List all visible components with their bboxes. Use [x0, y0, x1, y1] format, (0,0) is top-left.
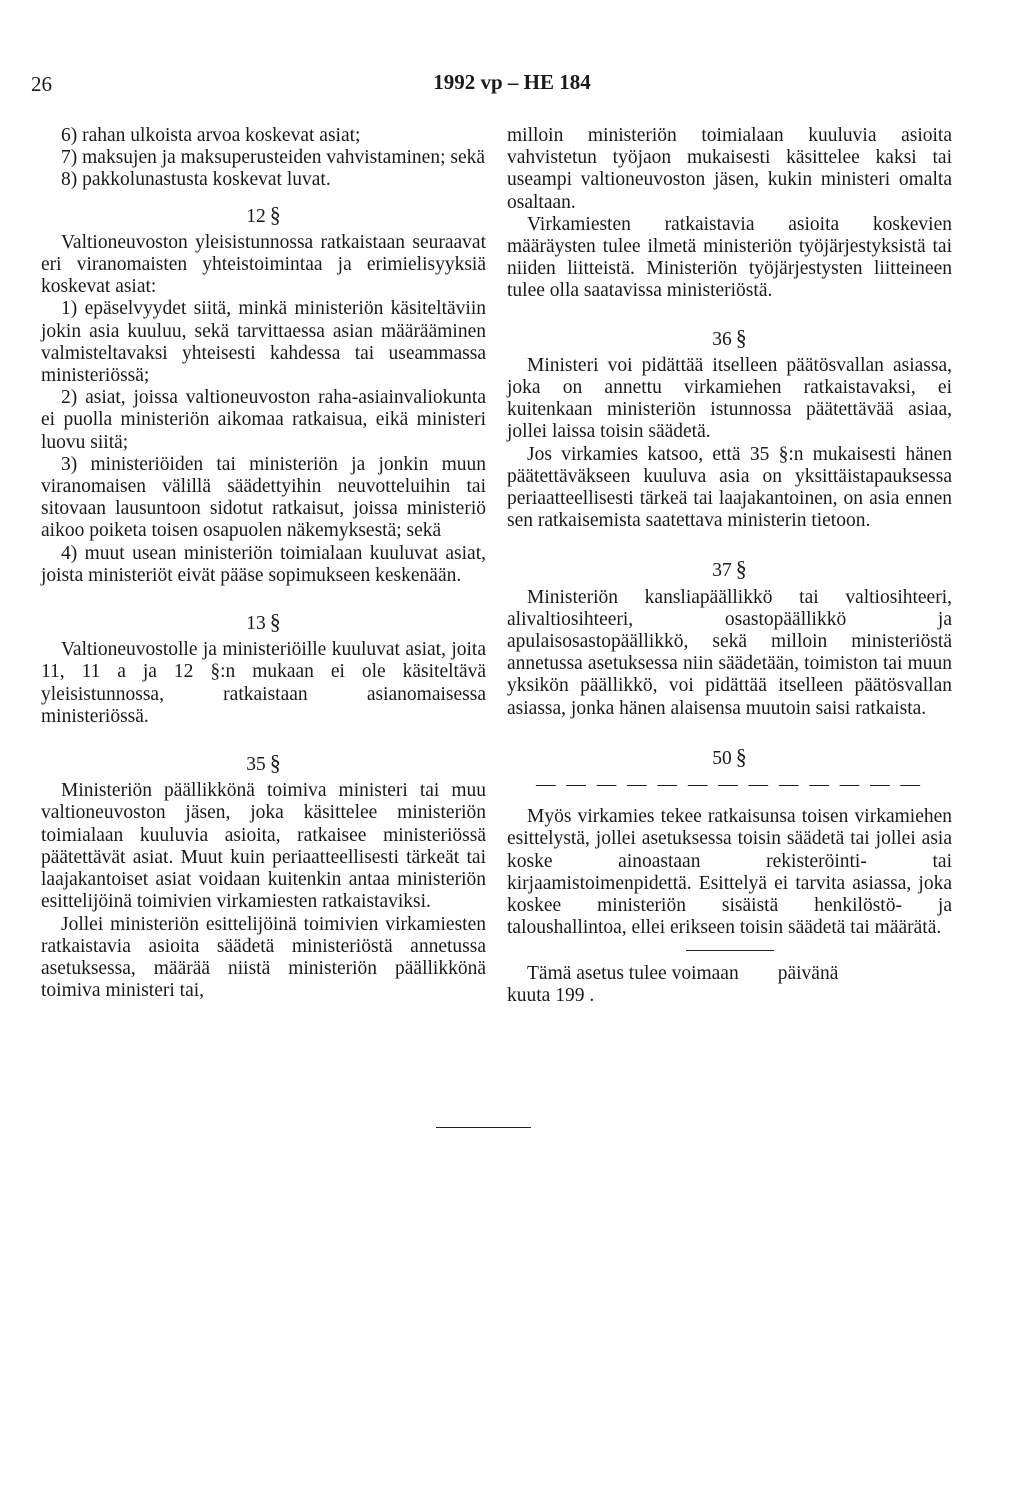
divider — [686, 950, 774, 951]
paragraph: Jos virkamies katsoo, että 35 §:n mukaisesti hänen päätettäväkseen kuuluva asia on yksittäistapauksessa periaatteellisesti tärkeä tai laajakantoinen, on asia ennen sen ratkaisemista saatettava ministerin tietoon. — [507, 443, 952, 532]
paragraph: Ministeri voi pidättää itselleen päätösvallan asiassa, joka on annettu virkamiehen ratkaistavaksi, ei kuitenkaan ministeriön istunnossa päätettävää asiaa, jollei laissa toisin säädetä. — [507, 354, 952, 443]
end-rule — [436, 1127, 531, 1128]
paragraph: Valtioneuvostolle ja ministeriöille kuuluvat asiat, joita 11, 11 a ja 12 §:n mukaan ei ole käsiteltävä yleisistunnossa, ratkaistaan asianomaisessa ministeriössä. — [41, 639, 486, 727]
section-number: 50 — [712, 747, 732, 769]
paragraph: Jollei ministeriön esittelijöinä toimivien virkamiesten ratkaistavia asioita säädetä ministeriöstä annetussa asetuksessa, määrää niistä ministeriön päällikkönä toimiva ministeri tai, — [41, 913, 486, 1002]
section-sign: § — [269, 201, 281, 227]
page-number: 26 — [31, 72, 52, 96]
section-heading-50 — [507, 743, 952, 770]
paragraph: 4) muut usean ministeriön toimialaan kuuluvat asiat, joista ministeriöt eivät pääse sopimukseen keskenään. — [41, 542, 486, 586]
right-column — [507, 125, 952, 1007]
section-number: 12 — [246, 205, 266, 227]
closing-line: Tämä asetus tulee voimaan päivänä — [527, 962, 839, 984]
paragraph: Ministeriön päällikkönä toimiva ministeri tai muu valtioneuvoston jäsen, joka käsittelee ministeriön toimialaan kuuluvia asioita, ratkaisee ministeriössä päätettävät asiat. Muut kuin periaatteellisesti tärkeät tai laajakantoiset asiat voidaan kuitenkin antaa ministeriön esittelijöinä toimivien virkamiesten ratkaistaviksi. — [41, 780, 486, 913]
paragraph: 3) ministeriöiden tai ministeriön ja jonkin muun viranomaisen välillä säädettyihin neuvotteluihin tai sitovaan lausuntoon sidotut ratkaisut, joissa ministeriö aikoo poiketa toisen osapuolen näkemyksestä; sekä — [41, 453, 486, 542]
paragraph: Myös virkamies tekee ratkaisunsa toisen virkamiehen esittelystä, jollei asetuksessa toisin säädetä tai jollei asia koske ainoastaan rekisteröinti- tai kirjaamistoimenpidettä. Esittelyä ei tarvita asiassa, joka koskee ministeriön sisäistä henkilöstö- ja taloushallintoa, ellei erikseen toisin säädetä tai määrätä. — [507, 806, 952, 939]
closing-line: kuuta 199 . — [507, 984, 595, 1006]
section-heading-13 — [41, 611, 486, 635]
section-heading-36 — [507, 324, 952, 351]
section-number: 35 — [246, 754, 266, 776]
section-sign: § — [735, 556, 747, 582]
paragraph: Ministeriön kansliapäällikkö tai valtiosihteeri, alivaltiosihteeri, osastopäällikkö ja apulaisosastopäällikkö, sekä milloin ministeriöstä annetussa asetuksessa niin säädetään, toimiston tai muun yksikön päällikkö, voi pidättää itselleen päätösvallan asiassa, jonka hänen alaisensa muutoin saisi ratkaista. — [507, 586, 952, 719]
section-sign: § — [735, 324, 747, 350]
paragraph: Valtioneuvoston yleisistunnossa ratkaistaan seuraavat eri viranomaisten yhteistoimintaa ja erimielisyyksiä koskevat asiat: — [41, 231, 486, 298]
omission-dashes: — — — — — — — — — — — — — — [536, 774, 923, 796]
list-item: 6) rahan ulkoista arvoa koskevat asiat; — [61, 125, 361, 146]
list-item: 8) pakkolunastusta koskevat luvat. — [61, 169, 331, 191]
section-sign: § — [735, 743, 747, 769]
section-heading-35 — [41, 752, 486, 776]
section-heading-37 — [507, 558, 952, 582]
running-head: 1992 vp – HE 184 — [433, 70, 591, 94]
section-number: 37 — [712, 560, 732, 582]
paragraph: 2) asiat, joissa valtioneuvoston raha-asiainvaliokunta ei puolla ministeriön aikomaa ratkaisua, eikä ministeri luovu siitä; — [41, 387, 486, 453]
paragraph: milloin ministeriön toimialaan kuuluvia asioita vahvistetun työjaon mukaisesti käsittelee kaksi tai useampi valtioneuvoston jäsen, kukin ministeri omalta osaltaan. — [507, 125, 952, 213]
section-heading-12 — [41, 201, 486, 228]
list-item: 7) maksujen ja maksuperusteiden vahvistaminen; sekä — [61, 147, 486, 169]
section-sign: § — [269, 609, 281, 635]
section-number: 36 — [712, 328, 732, 350]
section-sign: § — [269, 750, 281, 776]
paragraph: Virkamiesten ratkaistavia asioita koskevien määräysten tulee ilmetä ministeriön työjärjestyksistä tai niiden liitteistä. Ministeriön työjärjestysten liitteineen tulee olla saatavissa ministeriöstä. — [507, 213, 952, 302]
paragraph: 1) epäselvyydet siitä, minkä ministeriön käsiteltäviin jokin asia kuuluu, sekä tarvittaessa asian määrääminen valmisteltavaksi yhteisesti kahdessa tai useammassa ministeriössä; — [41, 298, 486, 387]
section-number: 13 — [246, 613, 266, 635]
left-column — [41, 125, 486, 1002]
